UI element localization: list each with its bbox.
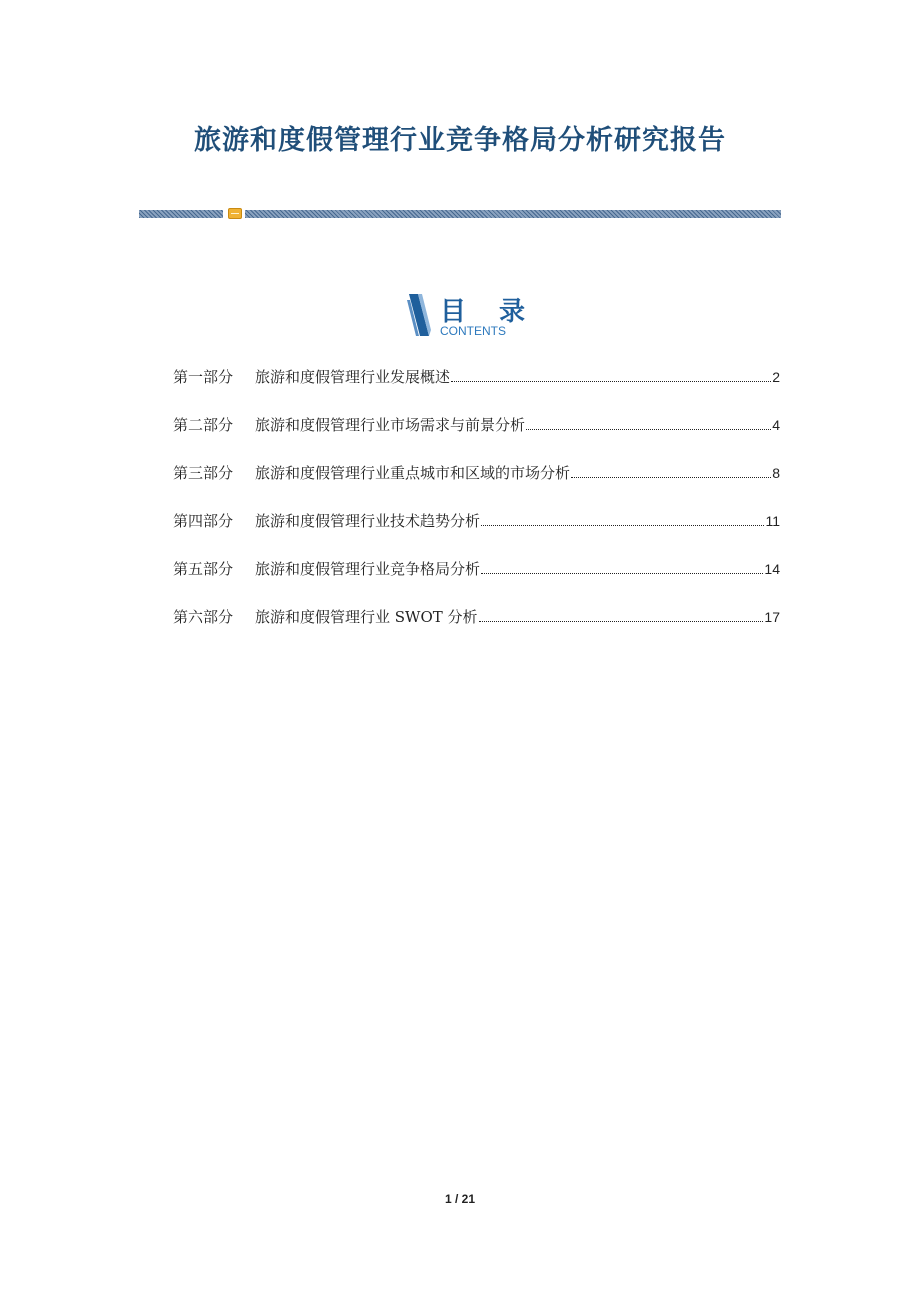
toc-dot-leader — [479, 620, 764, 622]
toc-title-en: CONTENTS — [440, 324, 506, 338]
toc-part-label: 第六部分 — [173, 608, 234, 626]
divider-bar-right — [245, 210, 781, 218]
toc-entry[interactable] — [173, 510, 780, 534]
toc-entry-text[interactable]: 旅游和度假管理行业重点城市和区域的市场分析 — [255, 464, 571, 482]
toc-dot-leader — [481, 572, 763, 574]
toc-entry-text[interactable]: 旅游和度假管理行业发展概述 — [255, 368, 451, 386]
toc-page-number[interactable]: 11 — [765, 513, 780, 529]
toc-page-number[interactable]: 17 — [764, 609, 780, 625]
toc-part-label: 第五部分 — [173, 560, 234, 578]
toc-part-label: 第三部分 — [173, 464, 234, 482]
toc-dot-leader — [481, 524, 764, 526]
envelope-chip-icon — [228, 208, 242, 219]
title-divider — [139, 207, 781, 221]
toc-entry[interactable] — [173, 606, 780, 630]
divider-bar-left — [139, 210, 223, 218]
toc-part-label: 第四部分 — [173, 512, 234, 530]
toc-title-cn: 目 录 — [440, 297, 538, 327]
toc-heading — [407, 293, 538, 339]
toc-entry-text[interactable]: 旅游和度假管理行业 SWOT 分析 — [255, 608, 478, 626]
document-title: 旅游和度假管理行业竞争格局分析研究报告 — [194, 125, 726, 156]
toc-page-number[interactable]: 4 — [772, 417, 780, 433]
toc-entry[interactable] — [173, 414, 780, 438]
toc-page-number[interactable]: 2 — [772, 369, 780, 385]
toc-entry-text[interactable]: 旅游和度假管理行业竞争格局分析 — [255, 560, 481, 578]
book-icon — [407, 294, 431, 338]
toc-entry-text[interactable]: 旅游和度假管理行业技术趋势分析 — [255, 512, 481, 530]
toc-dot-leader — [451, 380, 771, 382]
toc-entry-text[interactable]: 旅游和度假管理行业市场需求与前景分析 — [255, 416, 526, 434]
toc-dot-leader — [571, 476, 771, 478]
toc-entry[interactable] — [173, 462, 780, 486]
toc-part-label: 第一部分 — [173, 368, 234, 386]
toc-dot-leader — [526, 428, 771, 430]
page-indicator: 1 / 21 — [444, 1192, 476, 1206]
toc-list — [173, 366, 780, 654]
toc-part-label: 第二部分 — [173, 416, 234, 434]
toc-page-number[interactable]: 8 — [772, 465, 780, 481]
toc-entry[interactable] — [173, 366, 780, 390]
toc-page-number[interactable]: 14 — [764, 561, 780, 577]
toc-entry[interactable] — [173, 558, 780, 582]
